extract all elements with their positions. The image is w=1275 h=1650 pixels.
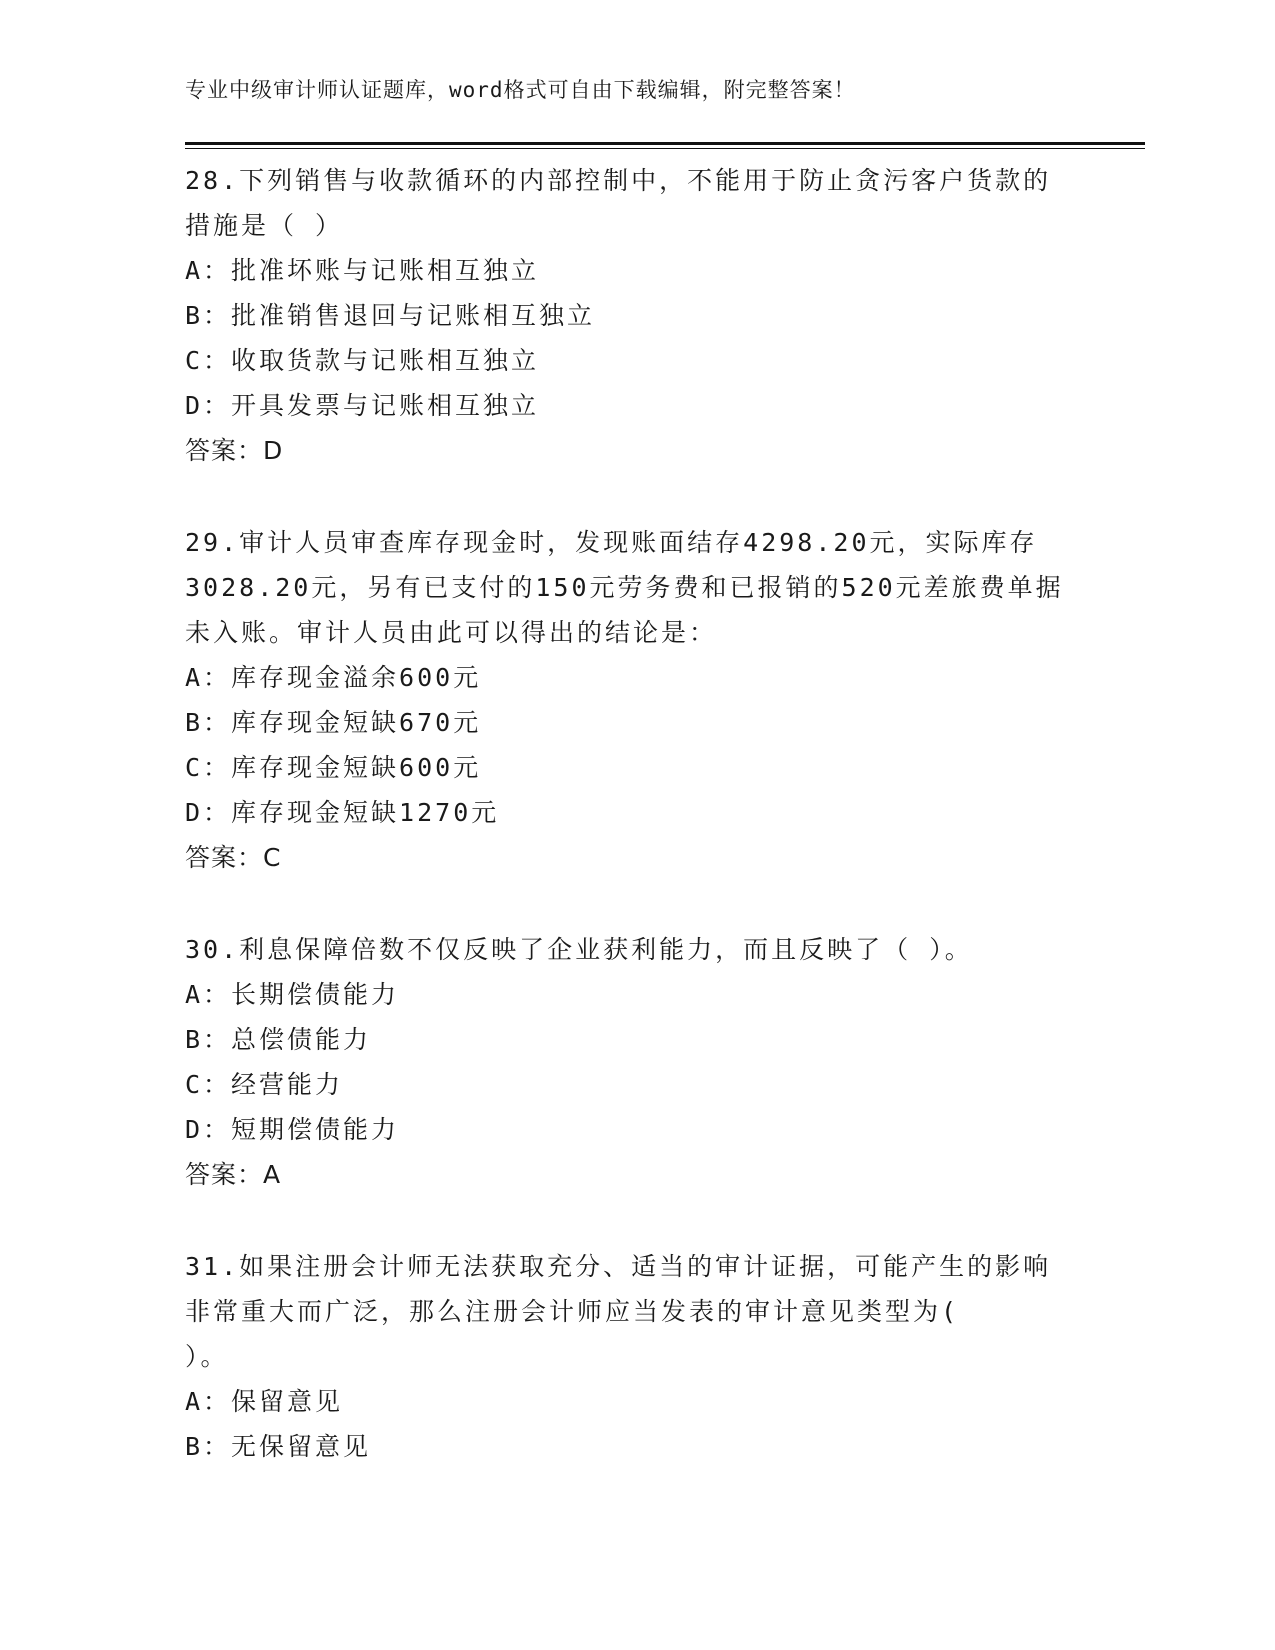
- question-31: [185, 1244, 1085, 1469]
- question-stem-line: 29.审计人员审查库存现金时，发现账面结存4298.20元，实际库存: [185, 528, 1038, 557]
- answer-label: 答案：A: [185, 1160, 282, 1189]
- option-a: A：库存现金溢余600元: [185, 663, 482, 692]
- page-header: 专业中级审计师认证题库，word格式可自由下载编辑，附完整答案！: [185, 78, 856, 102]
- option-b: B：库存现金短缺670元: [185, 708, 482, 737]
- question-stem-line: 28.下列销售与收款循环的内部控制中，不能用于防止贪污客户货款的: [185, 166, 1052, 195]
- header-rule-thin: [185, 148, 1145, 149]
- option-c: C：收取货款与记账相互独立: [185, 346, 540, 375]
- question-28: [185, 158, 1085, 473]
- option-c: C：经营能力: [185, 1070, 344, 1099]
- question-stem-line: ）。: [185, 1342, 229, 1371]
- header-rule-thick: [185, 142, 1145, 145]
- answer-label: 答案：D: [185, 436, 284, 465]
- option-a: A：长期偿债能力: [185, 980, 400, 1009]
- option-d: D：库存现金短缺1270元: [185, 798, 500, 827]
- option-c: C：库存现金短缺600元: [185, 753, 482, 782]
- option-b: B：批准销售退回与记账相互独立: [185, 301, 596, 330]
- question-29: [185, 520, 1085, 880]
- question-stem-line: 措施是（ ）: [185, 211, 344, 240]
- option-b: B：总偿债能力: [185, 1025, 372, 1054]
- question-stem-line: 非常重大而广泛，那么注册会计师应当发表的审计意见类型为(: [185, 1297, 960, 1326]
- option-b: B：无保留意见: [185, 1432, 372, 1461]
- option-a: A：保留意见: [185, 1387, 344, 1416]
- question-stem-line: 30.利息保障倍数不仅反映了企业获利能力，而且反映了（ ）。: [185, 935, 973, 964]
- answer-label: 答案：C: [185, 843, 282, 872]
- question-stem-line: 未入账。审计人员由此可以得出的结论是：: [185, 618, 718, 647]
- question-stem-line: 3028.20元，另有已支付的150元劳务费和已报销的520元差旅费单据: [185, 573, 1064, 602]
- question-30: [185, 927, 1085, 1197]
- question-stem-line: 31.如果注册会计师无法获取充分、适当的审计证据，可能产生的影响: [185, 1252, 1052, 1281]
- question-list: [185, 158, 1085, 1516]
- option-a: A：批准坏账与记账相互独立: [185, 256, 540, 285]
- option-d: D：短期偿债能力: [185, 1115, 400, 1144]
- option-d: D：开具发票与记账相互独立: [185, 391, 540, 420]
